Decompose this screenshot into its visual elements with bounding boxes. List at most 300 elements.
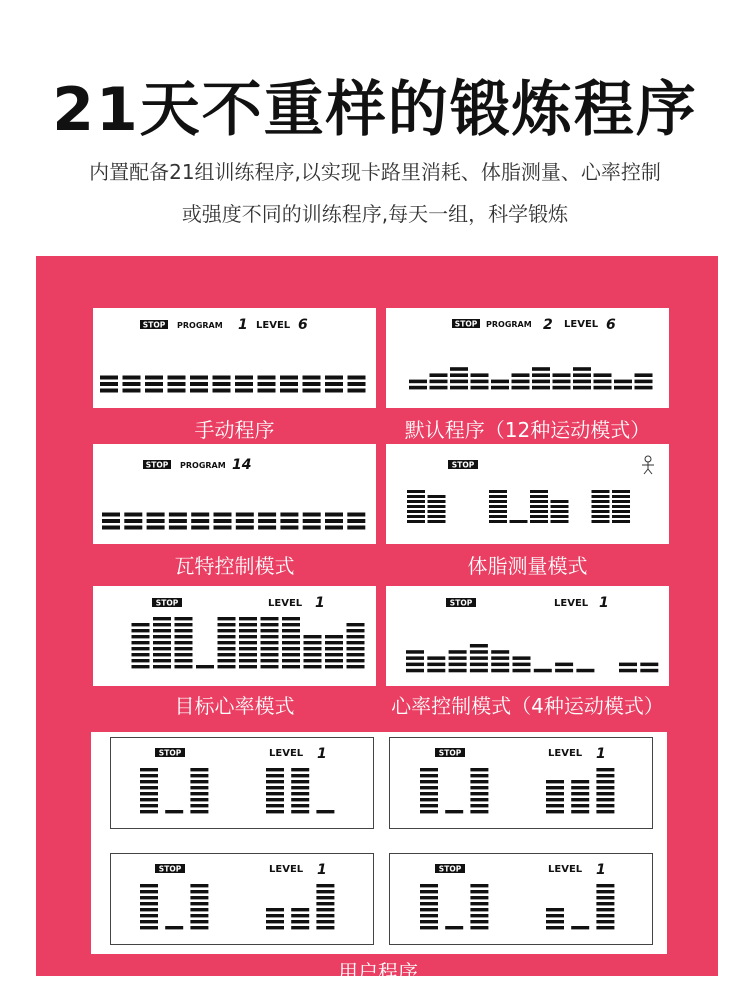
level-segment xyxy=(303,382,321,386)
level-segment xyxy=(153,623,171,626)
level-label: LEVEL xyxy=(554,598,589,609)
level-column xyxy=(132,623,150,668)
level-segment xyxy=(347,647,365,650)
level-segment xyxy=(218,617,236,620)
level-segment xyxy=(140,908,158,911)
level-segment xyxy=(619,669,637,673)
level-segment xyxy=(325,647,343,650)
level-segment xyxy=(140,920,158,923)
level-segment xyxy=(325,653,343,656)
level-segment xyxy=(592,520,610,523)
level-segment xyxy=(100,389,118,393)
user-lcd-2 xyxy=(389,737,653,829)
level-column xyxy=(510,520,528,523)
level-segment xyxy=(102,526,120,530)
level-segment xyxy=(430,373,448,377)
level-column xyxy=(291,768,309,813)
stop-label: STOP xyxy=(142,320,166,330)
level-column xyxy=(100,376,118,393)
level-segment xyxy=(123,389,141,393)
level-segment xyxy=(190,389,208,393)
level-column xyxy=(168,376,186,393)
level-number: 1 xyxy=(599,595,609,611)
level-segment xyxy=(348,376,366,380)
level-column xyxy=(280,513,298,530)
level-segment xyxy=(266,780,284,783)
level-segment xyxy=(291,810,309,813)
level-segment xyxy=(140,884,158,887)
level-column xyxy=(635,373,653,389)
level-segment xyxy=(420,804,438,807)
level-segment xyxy=(491,386,509,390)
level-segment xyxy=(291,804,309,807)
level-column xyxy=(303,513,321,530)
level-segment xyxy=(420,810,438,813)
level-segment xyxy=(239,635,257,638)
level-segment xyxy=(132,629,150,632)
level-segment xyxy=(282,653,300,656)
level-segment xyxy=(596,804,614,807)
level-segment xyxy=(407,495,425,498)
level-segment xyxy=(132,641,150,644)
level-segment xyxy=(258,382,276,386)
level-segment xyxy=(420,902,438,905)
level-segment xyxy=(140,926,158,929)
level-segment xyxy=(190,786,208,789)
level-segment xyxy=(153,659,171,662)
level-segment xyxy=(191,513,209,517)
level-segment xyxy=(470,644,488,648)
level-segment xyxy=(235,382,253,386)
level-segment xyxy=(325,382,343,386)
level-segment xyxy=(282,623,300,626)
program-label: PROGRAM xyxy=(486,320,532,329)
level-segment xyxy=(175,641,193,644)
level-segment xyxy=(124,513,142,517)
level-segment xyxy=(280,526,298,530)
level-segment xyxy=(534,669,552,673)
level-segment xyxy=(218,635,236,638)
page-title: 21天不重样的锻炼程序 xyxy=(52,75,698,145)
level-segment xyxy=(190,768,208,771)
level-segment xyxy=(266,908,284,911)
level-segment xyxy=(132,659,150,662)
level-segment xyxy=(470,798,488,801)
level-column xyxy=(325,376,343,393)
level-segment xyxy=(612,495,630,498)
level-segment xyxy=(280,513,298,517)
level-segment xyxy=(175,653,193,656)
level-segment xyxy=(316,914,334,917)
level-segment xyxy=(530,505,548,508)
level-segment xyxy=(261,629,279,632)
level-segment xyxy=(428,515,446,518)
level-segment xyxy=(592,505,610,508)
level-column xyxy=(407,490,425,523)
level-segment xyxy=(546,780,564,783)
subtitle-line-1: 内置配备21组训练程序,以实现卡路里消耗、体脂测量、心率控制 xyxy=(89,160,661,184)
level-segment xyxy=(316,926,334,929)
caption-user-program: 用户程序 xyxy=(338,960,418,984)
level-segment xyxy=(573,380,591,384)
level-segment xyxy=(491,380,509,384)
level-segment xyxy=(546,810,564,813)
program-number: 2 xyxy=(543,317,553,333)
level-column xyxy=(491,650,509,672)
level-column xyxy=(239,617,257,668)
level-segment xyxy=(489,520,507,523)
level-segment xyxy=(347,526,365,530)
level-segment xyxy=(471,386,489,390)
level-segment xyxy=(406,656,424,660)
level-segment xyxy=(214,519,232,523)
level-segment xyxy=(280,382,298,386)
level-segment xyxy=(190,920,208,923)
level-column xyxy=(428,495,446,523)
level-segment xyxy=(427,656,445,660)
level-segment xyxy=(190,376,208,380)
level-number: 6 xyxy=(298,317,308,333)
level-segment xyxy=(530,500,548,503)
level-segment xyxy=(640,663,658,667)
level-column xyxy=(153,617,171,668)
level-column xyxy=(316,884,334,929)
level-segment xyxy=(470,656,488,660)
stop-label: STOP xyxy=(449,598,473,608)
level-column xyxy=(619,663,637,673)
level-segment xyxy=(513,663,531,667)
level-segment xyxy=(303,513,321,517)
level-column xyxy=(596,884,614,929)
level-segment xyxy=(420,798,438,801)
level-segment xyxy=(614,380,632,384)
level-segment xyxy=(291,768,309,771)
level-segment xyxy=(140,914,158,917)
level-column xyxy=(348,376,366,393)
level-segment xyxy=(218,647,236,650)
level-column xyxy=(175,617,193,668)
level-segment xyxy=(153,617,171,620)
level-segment xyxy=(530,495,548,498)
level-segment xyxy=(491,656,509,660)
level-column xyxy=(449,650,467,672)
level-segment xyxy=(489,495,507,498)
level-segment xyxy=(124,519,142,523)
level-segment xyxy=(449,669,467,673)
level-segment xyxy=(325,665,343,668)
level-segment xyxy=(153,641,171,644)
level-segment xyxy=(190,926,208,929)
level-column xyxy=(304,635,322,668)
level-segment xyxy=(140,896,158,899)
level-segment xyxy=(347,519,365,523)
level-segment xyxy=(546,920,564,923)
user-program-area xyxy=(91,732,667,954)
level-segment xyxy=(303,519,321,523)
level-segment xyxy=(612,520,630,523)
level-segment xyxy=(592,500,610,503)
level-segment xyxy=(236,526,254,530)
level-segment xyxy=(190,798,208,801)
level-segment xyxy=(190,774,208,777)
level-segment xyxy=(512,373,530,377)
level-segment xyxy=(239,623,257,626)
level-segment xyxy=(592,510,610,513)
level-segment xyxy=(168,382,186,386)
level-segment xyxy=(266,792,284,795)
caption-hr-control: 心率控制模式（4种运动模式） xyxy=(391,694,664,718)
level-segment xyxy=(470,810,488,813)
level-segment xyxy=(551,510,569,513)
level-segment xyxy=(235,389,253,393)
level-column xyxy=(165,926,183,929)
level-column xyxy=(420,884,438,929)
level-segment xyxy=(470,663,488,667)
level-segment xyxy=(470,780,488,783)
level-column xyxy=(214,513,232,530)
level-segment xyxy=(470,884,488,887)
level-segment xyxy=(546,786,564,789)
level-segment xyxy=(510,520,528,523)
level-segment xyxy=(213,382,231,386)
lcd-display-bodyfat xyxy=(386,444,669,544)
level-segment xyxy=(280,389,298,393)
level-segment xyxy=(427,669,445,673)
level-segment xyxy=(428,495,446,498)
level-segment xyxy=(214,513,232,517)
level-segment xyxy=(291,786,309,789)
level-column xyxy=(291,908,309,929)
level-column xyxy=(325,513,343,530)
level-segment xyxy=(218,665,236,668)
level-column xyxy=(594,373,612,389)
level-segment xyxy=(420,780,438,783)
level-segment xyxy=(553,380,571,384)
level-segment xyxy=(427,663,445,667)
caption-default: 默认程序（12种运动模式） xyxy=(404,418,651,442)
level-segment xyxy=(190,908,208,911)
level-segment xyxy=(282,665,300,668)
level-column xyxy=(145,376,163,393)
level-column xyxy=(196,665,214,668)
level-segment xyxy=(635,380,653,384)
level-column xyxy=(213,376,231,393)
level-segment xyxy=(325,389,343,393)
level-segment xyxy=(190,884,208,887)
level-segment xyxy=(190,896,208,899)
level-segment xyxy=(489,500,507,503)
level-segment xyxy=(140,786,158,789)
level-segment xyxy=(145,382,163,386)
level-segment xyxy=(175,617,193,620)
level-segment xyxy=(445,926,463,929)
level-segment xyxy=(428,520,446,523)
level-segment xyxy=(635,373,653,377)
level-segment xyxy=(140,890,158,893)
level-segment xyxy=(266,786,284,789)
level-segment xyxy=(304,647,322,650)
user-lcd-3 xyxy=(110,853,374,945)
level-column xyxy=(491,380,509,390)
level-column xyxy=(546,908,564,929)
level-column xyxy=(191,513,209,530)
user-lcd-4 xyxy=(389,853,653,945)
caption-watt: 瓦特控制模式 xyxy=(174,554,295,578)
level-column xyxy=(427,656,445,672)
level-segment xyxy=(546,908,564,911)
level-segment xyxy=(347,513,365,517)
level-segment xyxy=(594,380,612,384)
level-segment xyxy=(596,926,614,929)
level-segment xyxy=(100,376,118,380)
level-segment xyxy=(470,908,488,911)
level-segment xyxy=(280,376,298,380)
user-lcd-display-3 xyxy=(111,854,372,943)
level-segment xyxy=(218,653,236,656)
level-segment xyxy=(596,798,614,801)
level-segment xyxy=(280,519,298,523)
level-segment xyxy=(612,490,630,493)
level-segment xyxy=(325,526,343,530)
level-column xyxy=(123,376,141,393)
level-segment xyxy=(546,804,564,807)
level-segment xyxy=(325,635,343,638)
level-segment xyxy=(213,376,231,380)
level-segment xyxy=(409,380,427,384)
level-segment xyxy=(596,780,614,783)
level-segment xyxy=(555,669,573,673)
level-segment xyxy=(596,792,614,795)
level-segment xyxy=(258,376,276,380)
level-segment xyxy=(551,520,569,523)
level-column xyxy=(555,663,573,673)
level-segment xyxy=(420,914,438,917)
level-column xyxy=(430,373,448,389)
level-segment xyxy=(512,386,530,390)
level-segment xyxy=(546,926,564,929)
level-segment xyxy=(325,376,343,380)
level-segment xyxy=(140,792,158,795)
level-segment xyxy=(266,920,284,923)
level-segment xyxy=(546,798,564,801)
level-segment xyxy=(491,663,509,667)
lcd-panel-manual xyxy=(93,308,376,408)
level-segment xyxy=(450,373,468,377)
level-segment xyxy=(304,641,322,644)
caption-target-hr: 目标心率模式 xyxy=(174,694,295,718)
level-segment xyxy=(592,515,610,518)
level-segment xyxy=(291,920,309,923)
program-label: PROGRAM xyxy=(177,321,223,330)
level-segment xyxy=(132,653,150,656)
level-segment xyxy=(239,665,257,668)
level-segment xyxy=(261,665,279,668)
level-segment xyxy=(132,647,150,650)
level-segment xyxy=(325,641,343,644)
level-column xyxy=(325,635,343,668)
level-segment xyxy=(513,669,531,673)
stop-label: STOP xyxy=(155,598,179,608)
level-segment xyxy=(445,810,463,813)
level-segment xyxy=(175,635,193,638)
level-segment xyxy=(347,623,365,626)
level-segment xyxy=(406,669,424,673)
level-segment xyxy=(551,515,569,518)
level-segment xyxy=(532,386,550,390)
level-segment xyxy=(406,650,424,654)
level-segment xyxy=(190,890,208,893)
level-segment xyxy=(291,774,309,777)
level-segment xyxy=(596,810,614,813)
lcd-display-manual xyxy=(93,308,376,408)
level-segment xyxy=(239,617,257,620)
level-segment xyxy=(347,659,365,662)
stop-label: STOP xyxy=(158,748,182,758)
level-segment xyxy=(147,513,165,517)
level-segment xyxy=(470,669,488,673)
level-segment xyxy=(316,890,334,893)
level-segment xyxy=(291,792,309,795)
level-column xyxy=(169,513,187,530)
level-segment xyxy=(214,526,232,530)
level-segment xyxy=(407,505,425,508)
level-segment xyxy=(100,382,118,386)
level-label: LEVEL xyxy=(256,320,291,331)
level-column xyxy=(450,367,468,389)
level-segment xyxy=(530,490,548,493)
level-column xyxy=(470,768,488,813)
level-segment xyxy=(348,389,366,393)
level-column xyxy=(190,884,208,929)
level-segment xyxy=(218,623,236,626)
level-segment xyxy=(596,786,614,789)
level-segment xyxy=(409,386,427,390)
level-column xyxy=(471,373,489,389)
level-segment xyxy=(470,896,488,899)
level-segment xyxy=(303,389,321,393)
level-segment xyxy=(420,792,438,795)
level-segment xyxy=(407,520,425,523)
level-number: 1 xyxy=(317,862,327,878)
level-segment xyxy=(303,526,321,530)
program-number: 1 xyxy=(238,317,248,333)
level-segment xyxy=(291,780,309,783)
level-segment xyxy=(168,376,186,380)
user-lcd-1 xyxy=(110,737,374,829)
level-segment xyxy=(304,659,322,662)
level-segment xyxy=(325,519,343,523)
level-segment xyxy=(190,780,208,783)
level-segment xyxy=(470,804,488,807)
level-segment xyxy=(304,665,322,668)
level-segment xyxy=(596,768,614,771)
level-segment xyxy=(190,914,208,917)
level-segment xyxy=(191,526,209,530)
level-segment xyxy=(153,647,171,650)
level-segment xyxy=(239,641,257,644)
level-segment xyxy=(175,647,193,650)
level-segment xyxy=(282,617,300,620)
level-segment xyxy=(450,367,468,371)
level-segment xyxy=(316,902,334,905)
subtitle-line-2: 或强度不同的训练程序,每天一组，科学锻炼 xyxy=(181,202,569,226)
level-column xyxy=(236,513,254,530)
level-label: LEVEL xyxy=(268,598,303,609)
level-number: 1 xyxy=(596,746,606,762)
level-segment xyxy=(450,386,468,390)
level-segment xyxy=(213,389,231,393)
level-segment xyxy=(347,641,365,644)
